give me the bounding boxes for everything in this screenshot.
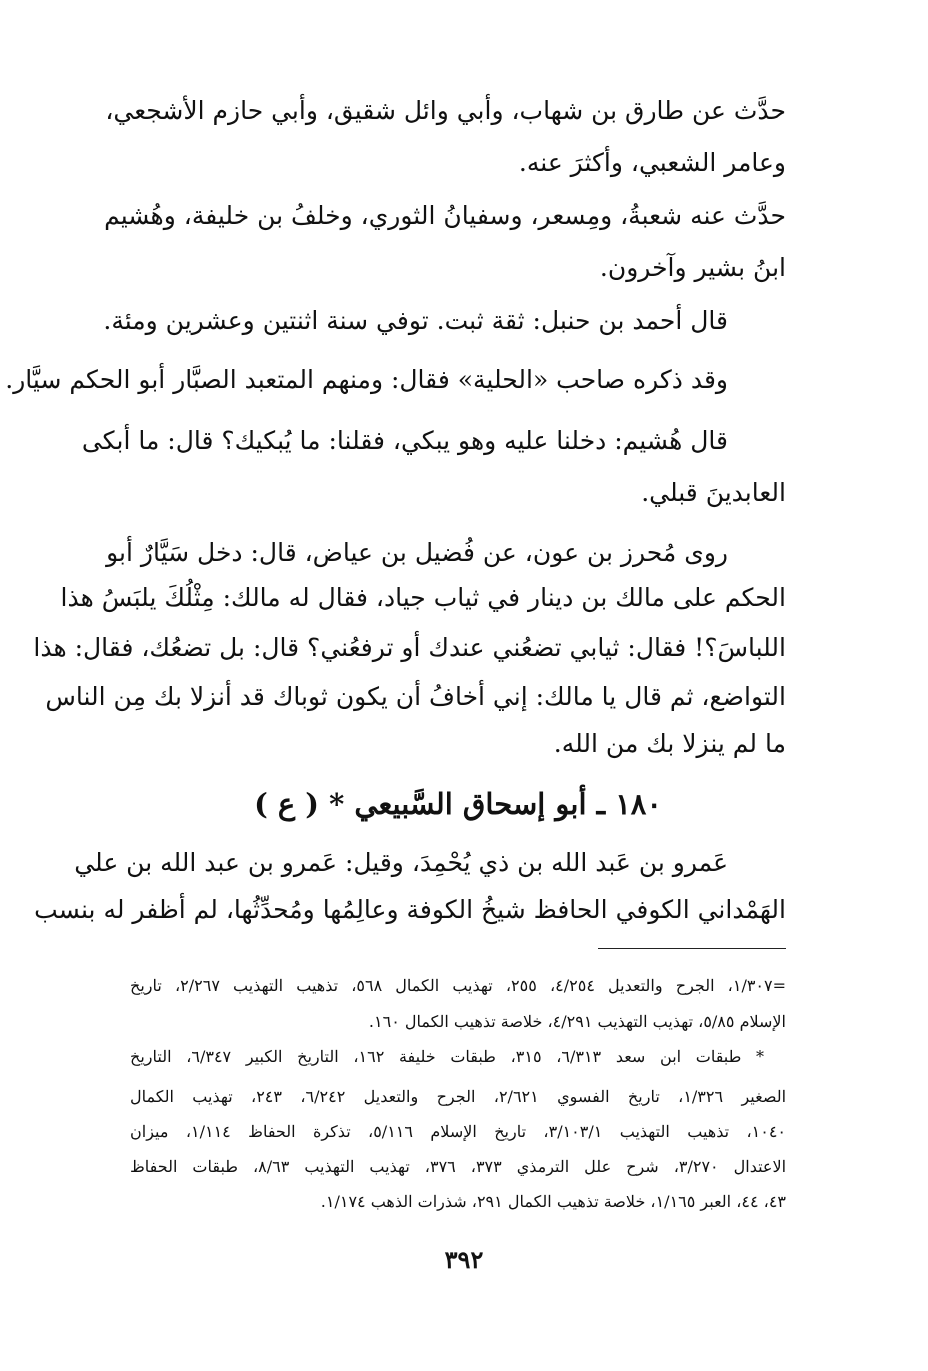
text-line: قال هُشيم: دخلنا عليه وهو يبكي، فقلنا: ما يُبكيك؟ قال: ما أبكى bbox=[81, 426, 728, 455]
text-line: العابدينَ قبلي. bbox=[641, 478, 786, 507]
text-line: وعامر الشعبي، وأكثرَ عنه. bbox=[518, 148, 786, 177]
footnote-line: الصغير ١/٣٢٦، تاريخ الفسوي ٢/٦٢١، الجرح والتعديل ٦/٢٤٢، ٢٤٣، تهذيب الكمال bbox=[130, 1087, 787, 1106]
page-number: ٣٩٢ bbox=[444, 1245, 484, 1274]
footnote-separator bbox=[598, 948, 786, 949]
footnote-line: الإسلام ٥/٨٥، تهذيب التهذيب ٤/٢٩١، خلاصة تذهيب الكمال ١٦٠. bbox=[368, 1012, 786, 1031]
text-line: حدَّث عن طارق بن شهاب، وأبي وائل شقيق، وأبي حازم الأشجعي، bbox=[105, 96, 786, 125]
text-line: التواضع، ثم قال يا مالك: إني أخافُ أن يكون ثوباك قد أنزلا بك مِن الناس bbox=[45, 682, 786, 711]
text-line: ابنُ بشير وآخرون. bbox=[599, 253, 786, 282]
text-line: وقد ذكره صاحب «الحلية» فقال: ومنهم المتعبد الصبَّار أبو الحكم سيَّار. bbox=[5, 365, 728, 394]
text-line: قال أحمد بن حنبل: ثقة ثبت. توفي سنة اثنتين وعشرين ومئة. bbox=[103, 306, 728, 335]
text-line: الحكم على مالك بن دينار في ثياب جياد، فقال له مالك: مِثْلُكَ يلبَسُ هذا bbox=[60, 583, 786, 612]
text-line: ما لم ينزلا بك من الله. bbox=[553, 729, 786, 758]
text-line: روى مُحرز بن عون، عن فُضيل بن عياض، قال: دخل سَيَّارٌ أبو bbox=[106, 538, 728, 567]
footnote-line: ٤٣، ٤٤، العبر ١/١٦٥، خلاصة تذهيب الكمال ٢٩١، شذرات الذهب ١/١٧٤. bbox=[320, 1192, 786, 1211]
footnote-line: =١/٣٠٧، الجرح والتعديل ٤/٢٥٤، ٢٥٥، تهذيب الكمال ٥٦٨، تذهيب التهذيب ٢/٢٦٧، تاريخ bbox=[130, 976, 787, 995]
footnote-line: الاعتدال ٣/٢٧٠، شرح علل الترمذي ٣٧٣، ٣٧٦، تهذيب التهذيب ٨/٦٣، طبقات الحفاظ bbox=[130, 1157, 787, 1176]
text-line: الهَمْداني الكوفي الحافظ شيخُ الكوفة وعالِمُها ومُحدِّثُها، لم أظفر له بنسب bbox=[34, 895, 786, 924]
footnote-line: * طبقات ابن سعد ٦/٣١٣، ٣١٥، طبقات خليفة ١٦٢، التاريخ الكبير ٦/٣٤٧، التاريخ bbox=[130, 1047, 765, 1066]
text-line: اللباسَ؟! فقال: ثيابي تضعُني عندك أو ترفعُني؟ قال: بل تضعُك، فقال: هذا bbox=[33, 633, 786, 662]
text-line: حدَّث عنه شعبةُ، ومِسعر، وسفيانُ الثوري، وخلفُ بن خليفة، وهُشيم bbox=[104, 201, 786, 230]
text-line: عَمرو بن عَبد الله بن ذي يُحْمِدَ، وقيل: عَمرو بن عبد الله بن علي bbox=[74, 848, 728, 877]
section-heading: ١٨٠ ـ أبو إسحاق السَّبيعي * ( ع ) bbox=[254, 787, 662, 821]
footnote-line: ١٠٤٠، تذهيب التهذيب ٣/١٠٣/١، تاريخ الإسلام ٥/١١٦، تذكرة الحفاظ ١/١١٤، ميزان bbox=[130, 1122, 786, 1141]
